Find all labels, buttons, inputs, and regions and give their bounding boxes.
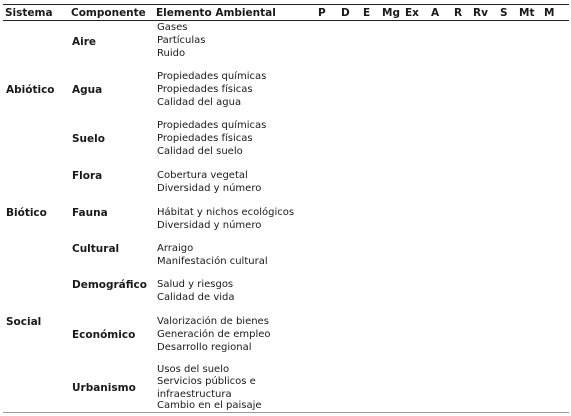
header-criterion-s: S bbox=[500, 7, 508, 19]
header-criterion-e: E bbox=[363, 7, 371, 19]
header-criterion-p: P bbox=[318, 7, 326, 19]
elemento-item: Ruido bbox=[157, 48, 186, 59]
sistema-label: Social bbox=[6, 316, 42, 328]
elemento-item: Diversidad y número bbox=[157, 220, 262, 231]
table-rule-bottom bbox=[3, 412, 569, 413]
elemento-item: Calidad de vida bbox=[157, 292, 235, 303]
header-criterion-a: A bbox=[431, 7, 440, 19]
elemento-item: Servicios públicos e bbox=[157, 376, 256, 387]
header-rule-bottom bbox=[3, 20, 569, 21]
header-rule-top bbox=[3, 4, 569, 5]
elemento-item: Gases bbox=[157, 22, 188, 33]
header-criterion-rv: Rv bbox=[473, 7, 488, 19]
elemento-item: Propiedades químicas bbox=[157, 71, 267, 82]
elemento-item: Cobertura vegetal bbox=[157, 170, 248, 181]
componente-label: Demográfico bbox=[72, 279, 147, 291]
componente-label: Fauna bbox=[72, 207, 108, 219]
elemento-item: infraestructura bbox=[157, 389, 232, 400]
elemento-item: Calidad del suelo bbox=[157, 146, 243, 157]
header-componente: Componente bbox=[71, 7, 146, 19]
header-sistema: Sistema bbox=[5, 7, 53, 19]
elemento-item: Usos del suelo bbox=[157, 364, 230, 375]
elemento-item: Salud y riesgos bbox=[157, 279, 234, 290]
header-criterion-ex: Ex bbox=[405, 7, 419, 19]
elemento-item: Desarrollo regional bbox=[157, 342, 252, 353]
componente-label: Agua bbox=[72, 84, 103, 96]
elemento-item: Propiedades físicas bbox=[157, 133, 253, 144]
componente-label: Suelo bbox=[72, 133, 105, 145]
componente-label: Cultural bbox=[72, 243, 120, 255]
componente-label: Aire bbox=[72, 36, 97, 48]
header-criterion-m: M bbox=[544, 7, 555, 19]
elemento-item: Calidad del agua bbox=[157, 97, 242, 108]
componente-label: Urbanismo bbox=[72, 382, 136, 394]
componente-label: Flora bbox=[72, 170, 103, 182]
sistema-label: Abiótico bbox=[6, 84, 55, 96]
header-criterion-d: D bbox=[341, 7, 350, 19]
elemento-item: Valorización de bienes bbox=[157, 316, 269, 327]
elemento-item: Generación de empleo bbox=[157, 329, 271, 340]
elemento-item: Manifestación cultural bbox=[157, 256, 268, 267]
elemento-item: Cambio en el paisaje bbox=[157, 400, 262, 411]
elemento-item: Hábitat y nichos ecológicos bbox=[157, 207, 295, 218]
elemento-item: Arraigo bbox=[157, 243, 194, 254]
elemento-item: Propiedades químicas bbox=[157, 120, 267, 131]
header-criterion-r: R bbox=[454, 7, 463, 19]
elemento-item: Propiedades físicas bbox=[157, 84, 253, 95]
sistema-label: Biótico bbox=[6, 207, 47, 219]
elemento-item: Diversidad y número bbox=[157, 183, 262, 194]
componente-label: Económico bbox=[72, 329, 136, 341]
header-criterion-mt: Mt bbox=[519, 7, 535, 19]
elemento-item: Partículas bbox=[157, 35, 206, 46]
header-criterion-mg: Mg bbox=[382, 7, 400, 19]
header-elemento-ambiental: Elemento Ambiental bbox=[156, 7, 276, 19]
